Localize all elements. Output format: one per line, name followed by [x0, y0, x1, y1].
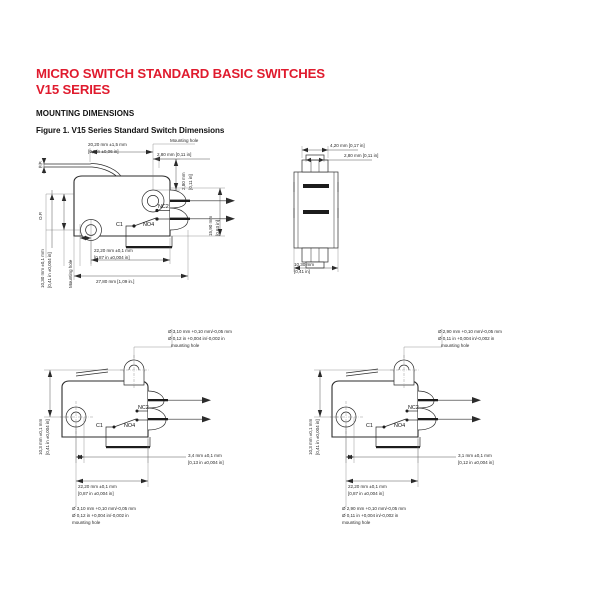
fig2-bottom-note-mm: Ø 3,10 mm +0,10 mm/-0,05 mm — [72, 506, 136, 511]
fig1-dim-vert-hole-in: [0,11 in] — [188, 174, 193, 190]
fig3-hole-note-mm: Ø 2,90 mm +0,10 mm/-0,05 mm — [438, 329, 502, 334]
fig3-bottom-note-mm: Ø 2,90 mm +0,10 mm/-0,05 mm — [342, 506, 406, 511]
fig3-dim-bottom-in: [0,87 in ±0,004 in] — [348, 491, 384, 496]
fig2-terminal-no: NO4 — [124, 423, 136, 429]
fig1-mounting-hole-left-label: Mounting hole — [68, 259, 73, 288]
fig3-dim-left-mm: 10,3 mm ±0,1 mm — [308, 418, 313, 455]
fig1-dim-top-width-in: [0,8 in ±0,06 in] — [88, 149, 119, 154]
fig3-hole-note-tail: mounting hole — [441, 343, 470, 348]
fig2-hole-note-in: Ø 0,12 in +0,004 in/-0,002 in — [168, 336, 225, 341]
page-title: MICRO SWITCH STANDARD BASIC SWITCHES — [36, 66, 325, 81]
fig3-terminal-c: C1 — [366, 423, 373, 429]
fig1-dim-mid-width-mm: 22,20 mm ±0,1 mm — [94, 248, 133, 253]
fig1-terminal-nc: NC2 — [158, 204, 169, 210]
fig2-dim-left-in: [0,41 in ±0,004 in] — [45, 419, 50, 455]
fig3-terminal-no: NO4 — [394, 423, 406, 429]
fig1-dim-right-top: 2,80 mm [0,11 in] — [157, 152, 192, 157]
fig2-bottom-note-in: Ø 0,12 in +0,004 in/-0,002 in — [72, 513, 129, 518]
fig1-op-label: O.P. — [38, 211, 43, 220]
fig2-terminal-nc: NC2 — [138, 405, 149, 411]
figure-1-caption: Figure 1. V15 Series Standard Switch Dimensions — [36, 126, 225, 135]
fig2-dim-bottom-mm: 22,20 mm ±0,1 mm — [78, 484, 117, 489]
figure-1-drawing — [30, 138, 430, 288]
fig1-dim-mid-width-in: [0,87 in ±0,004 in] — [94, 255, 130, 260]
fig3-hole-note-in: Ø 0,11 in +0,004 in/-0,002 in — [438, 336, 495, 341]
fig2-bottom-note-tail: mounting hole — [72, 520, 101, 525]
fig3-dim-right-mm: 3,1 mm ±0,1 mm — [458, 453, 492, 458]
fig2-terminal-c: C1 — [96, 423, 103, 429]
fig1-dim-vert-hole-mm: 2,80 mm — [181, 172, 186, 190]
fig1-dim-bottom-width: 27,80 mm [1,09 in.] — [96, 279, 135, 284]
figure-3-drawing — [306, 329, 566, 535]
fig1-dim-height-mm: 15,90 mm — [208, 215, 213, 236]
fig2-hole-note-tail: mounting hole — [171, 343, 200, 348]
fig1-dim-height-in: [0,63 in] — [215, 220, 220, 236]
fig1-dim-top-width-mm: 20,20 mm ±1,5 mm — [88, 142, 127, 147]
fig2-dim-bottom-in: [0,87 in ±0,004 in] — [78, 491, 114, 496]
fig1-side-dim-b: 2,80 mm [0,11 in] — [344, 153, 379, 158]
fig2-dim-right-in: [0,13 in ±0,004 in] — [188, 460, 224, 465]
fig1-mounting-hole-top-label: Mounting hole — [170, 138, 199, 143]
fig3-bottom-note-tail: mounting hole — [342, 520, 371, 525]
fig3-dim-right-in: [0,12 in ±0,004 in] — [458, 460, 494, 465]
fig1-side-dim-c-mm: 10,30 mm — [294, 262, 315, 267]
fig2-hole-note-mm: Ø 3,10 mm +0,10 mm/-0,05 mm — [168, 329, 232, 334]
page-subtitle: V15 SERIES — [36, 82, 110, 97]
fig3-dim-bottom-mm: 22,20 mm ±0,1 mm — [348, 484, 387, 489]
fig1-side-dim-a: 4,20 mm [0,17 in] — [330, 143, 365, 148]
fig2-dim-left-mm: 10,3 mm ±0,1 mm — [38, 418, 43, 455]
fig1-dim-left-height-in: [0,41 in ±0,004 in] — [47, 252, 52, 288]
fig1-side-dim-c-in: [0,41 in] — [294, 269, 310, 274]
fig3-bottom-note-in: Ø 0,11 in +0,004 in/-0,002 in — [342, 513, 399, 518]
fig3-dim-left-in: [0,41 in ±0,004 in] — [315, 419, 320, 455]
fig1-fp-label: F.P. — [38, 160, 43, 168]
figure-1-svg — [30, 138, 430, 288]
fig1-terminal-c: C1 — [116, 222, 123, 228]
fig1-dim-left-height-mm: 10,30 mm ±0,1 mm — [40, 249, 45, 288]
figure-2-drawing — [36, 329, 296, 535]
fig2-dim-right-mm: 3,4 mm ±0,1 mm — [188, 453, 222, 458]
fig3-terminal-nc: NC2 — [408, 405, 419, 411]
section-heading: MOUNTING DIMENSIONS — [36, 109, 135, 118]
fig1-terminal-no: NO4 — [143, 222, 155, 228]
